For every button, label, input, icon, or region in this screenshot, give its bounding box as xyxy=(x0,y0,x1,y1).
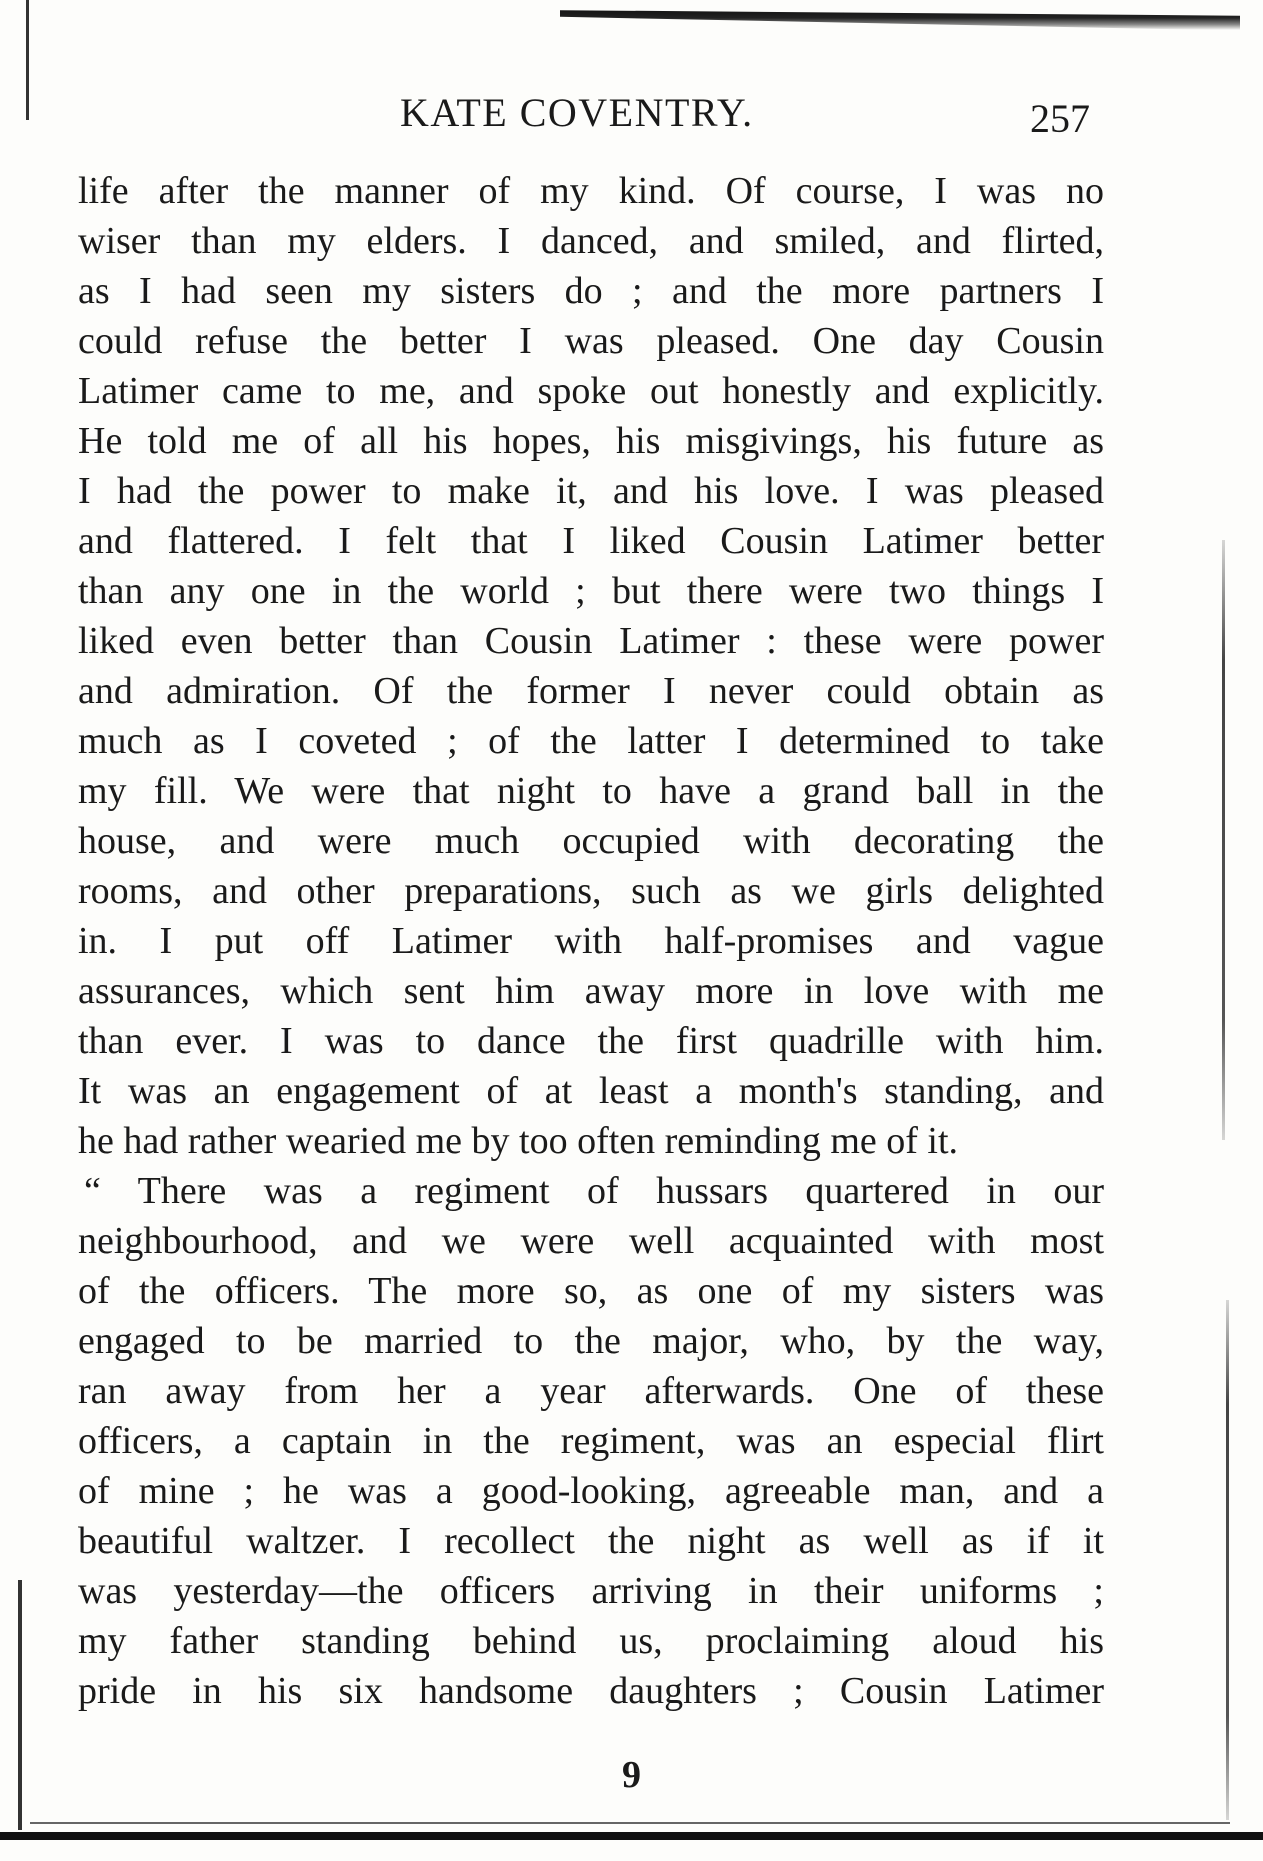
text-line: as I had seen my sisters do ; and the more partners I xyxy=(78,270,1104,312)
text-line: of mine ; he was a good-looking, agreeable man, and a xyxy=(78,1470,1104,1512)
text-line: rooms, and other preparations, such as we girls delighted xyxy=(78,870,1104,912)
text-line: pride in his six handsome daughters ; Cousin Latimer xyxy=(78,1670,1104,1712)
text-line: life after the manner of my kind. Of course, I was no xyxy=(78,170,1104,212)
text-line: officers, a captain in the regiment, was an especial flirt xyxy=(78,1420,1104,1462)
text-line: my fill. We were that night to have a grand ball in the xyxy=(78,770,1104,812)
scan-edge-right-upper xyxy=(1222,540,1225,1140)
text-line: and flattered. I felt that I liked Cousin Latimer better xyxy=(78,520,1104,562)
text-line: of the officers. The more so, as one of my sisters was xyxy=(78,1270,1104,1312)
text-line: my father standing behind us, proclaiming aloud his xyxy=(78,1620,1104,1662)
text-line: Latimer came to me, and spoke out honestly and explicitly. xyxy=(78,370,1104,412)
text-line: house, and were much occupied with decorating the xyxy=(78,820,1104,862)
running-head xyxy=(0,88,1263,141)
scan-shadow-top xyxy=(560,8,1240,30)
text-line: was yesterday—the officers arriving in their uniforms ; xyxy=(78,1570,1104,1612)
scan-bottom-shadow xyxy=(30,1822,1230,1824)
text-line: much as I coveted ; of the latter I determined to take xyxy=(78,720,1104,762)
text-line: and admiration. Of the former I never could obtain as xyxy=(78,670,1104,712)
text-line: engaged to be married to the major, who, by the way, xyxy=(78,1320,1104,1362)
text-line: could refuse the better I was pleased. One day Cousin xyxy=(78,320,1104,362)
text-line: neighbourhood, and we were well acquainted with most xyxy=(78,1220,1104,1262)
text-line: in. I put off Latimer with half-promises and vague xyxy=(78,920,1104,962)
body-text xyxy=(78,166,1104,1716)
text-line: he had rather wearied me by too often reminding me of it. xyxy=(78,1120,959,1162)
text-line: liked even better than Cousin Latimer : these were power xyxy=(78,620,1104,662)
text-line: ran away from her a year afterwards. One of these xyxy=(78,1370,1104,1412)
text-line: than ever. I was to dance the first quadrille with him. xyxy=(78,1020,1104,1062)
scan-bottom-edge xyxy=(0,1832,1263,1840)
text-line: beautiful waltzer. I recollect the night as well as if it xyxy=(78,1520,1104,1562)
text-line: I had the power to make it, and his love. I was pleased xyxy=(78,470,1104,512)
scan-edge-right-lower xyxy=(1226,1300,1229,1820)
text-line: It was an engagement of at least a month's standing, and xyxy=(78,1070,1104,1112)
text-line: than any one in the world ; but there were two things I xyxy=(78,570,1104,612)
text-line: wiser than my elders. I danced, and smiled, and flirted, xyxy=(78,220,1104,262)
text-line: assurances, which sent him away more in love with me xyxy=(78,970,1104,1012)
text-line: “ There was a regiment of hussars quartered in our xyxy=(84,1170,1104,1212)
page-number: 257 xyxy=(1030,96,1090,141)
text-line: He told me of all his hopes, his misgivings, his future as xyxy=(78,420,1104,462)
running-title: KATE COVENTRY. xyxy=(400,90,754,135)
signature-mark: 9 xyxy=(622,1754,641,1796)
